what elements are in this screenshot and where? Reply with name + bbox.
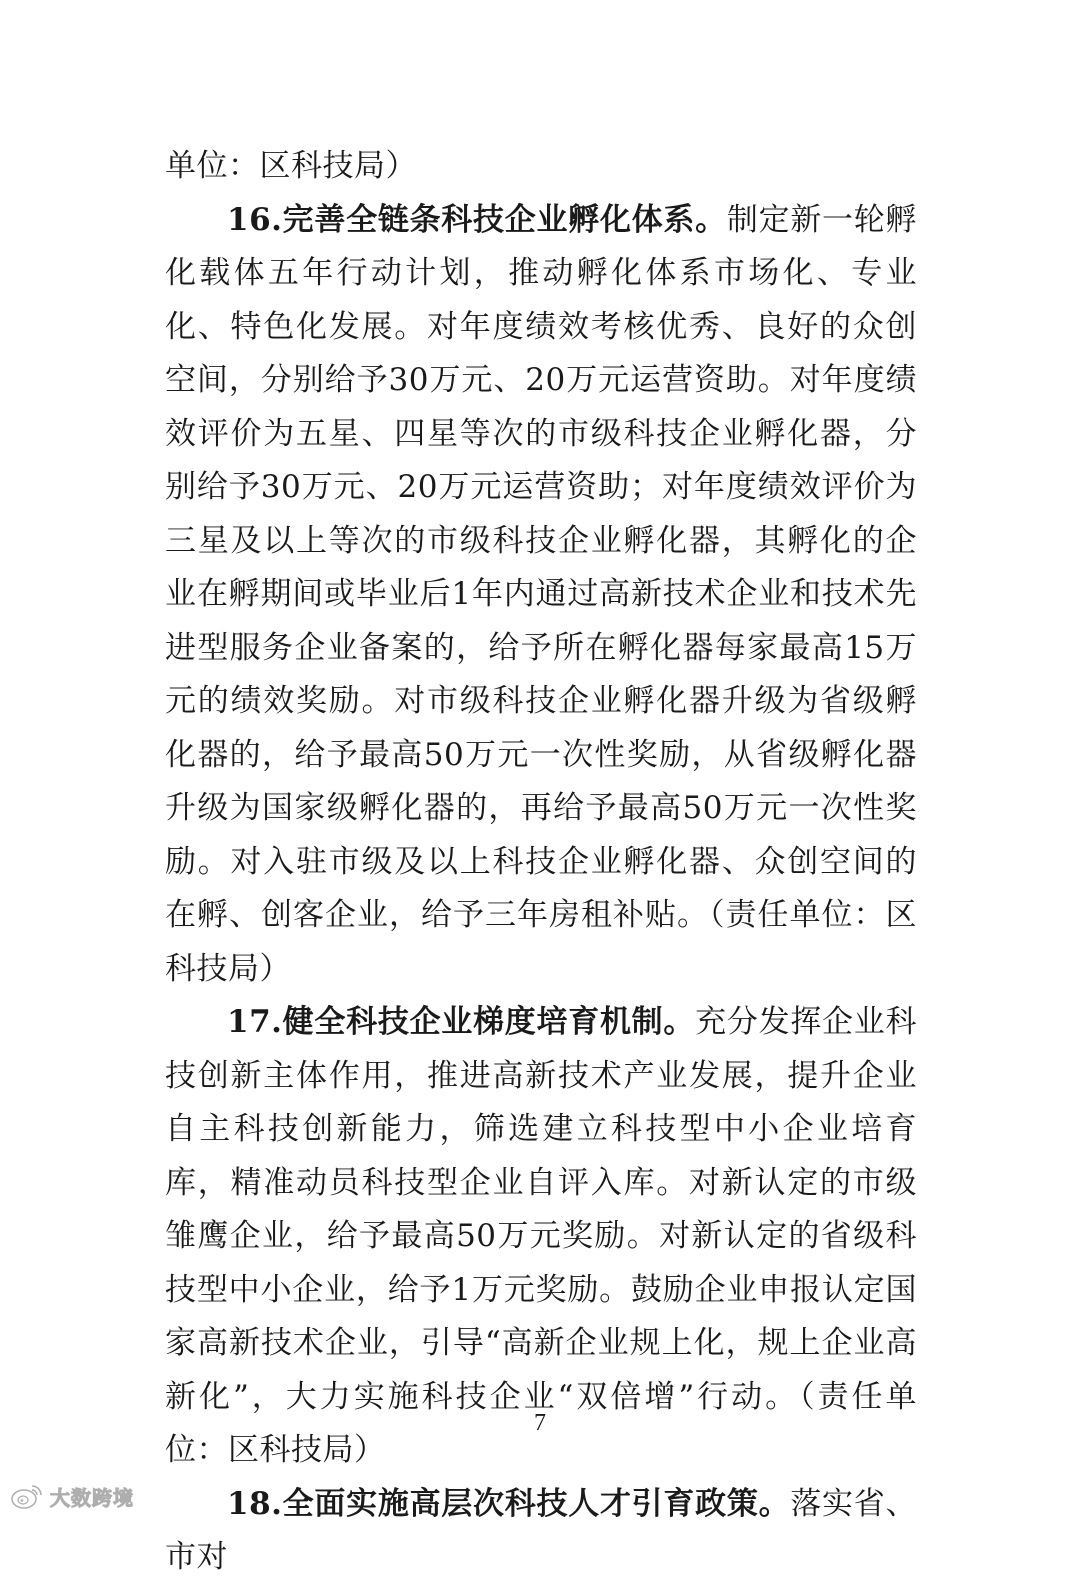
watermark-text: 大数跨境 <box>50 1485 134 1510</box>
paragraph-16-number: 16. <box>227 201 283 238</box>
paragraph-18-body: 落实省、市对 <box>165 1485 918 1575</box>
paragraph-18-number: 18. <box>227 1485 283 1522</box>
page-number: 7 <box>534 1410 546 1436</box>
document-body <box>165 140 917 1585</box>
weibo-logo-icon <box>10 1482 44 1510</box>
paragraph-16-body: 制定新一轮孵化载体五年行动计划，推动孵化体系市场化、专业化、特色化发展。对年度绩效考核优秀、良好的众创空间，分别给予30万元、20万元运营资助。对年度绩效评价为五星、四星等次的市级科技企业孵化器，分别给予30万元、20万元运营资助；对年度绩效评价为三星及以上等次的市级科技企业孵化器，其孵化的企业在孵期间或毕业后1年内通过高新技术企业和技术先进型服务企业备案的，给予所在孵化器每家最高15万元的绩效奖励。对市级科技企业孵化器升级为省级孵化器的，给予最高50万元一次性奖励，从省级孵化器升级为国家级孵化器的，再给予最高50万元一次性奖励。对入驻市级及以上科技企业孵化器、众创空间的在孵、创客企业，给予三年房租补贴。（责任单位：区科技局） <box>165 201 917 987</box>
watermark <box>10 1480 134 1512</box>
paragraph-17-lead: 健全科技企业梯度培育机制。 <box>282 1004 696 1040</box>
paragraph-16-lead: 完善全链条科技企业孵化体系。 <box>282 201 727 238</box>
paragraph-18 <box>165 1478 917 1585</box>
paragraph-17 <box>165 996 917 1478</box>
continued-line: 单位：区科技局） <box>165 148 417 184</box>
paragraph-17-number: 17. <box>227 1004 283 1040</box>
paragraph-16 <box>165 194 917 997</box>
paragraph-18-lead: 全面实施高层次科技人才引育政策。 <box>282 1485 791 1522</box>
paragraph-17-body: 充分发挥企业科技创新主体作用，推进高新技术产业发展，提升企业自主科技创新能力，筛选建立科技型中小企业培育库，精准动员科技型企业自评入库。对新认定的市级雏鹰企业，给予最高50万元奖励。对新认定的省级科技型中小企业，给予1万元奖励。鼓励企业申报认定国家高新技术企业，引导“高新企业规上化，规上企业高新化”，大力实施科技企业“双倍增”行动。（责任单位：区科技局） <box>165 1004 918 1468</box>
